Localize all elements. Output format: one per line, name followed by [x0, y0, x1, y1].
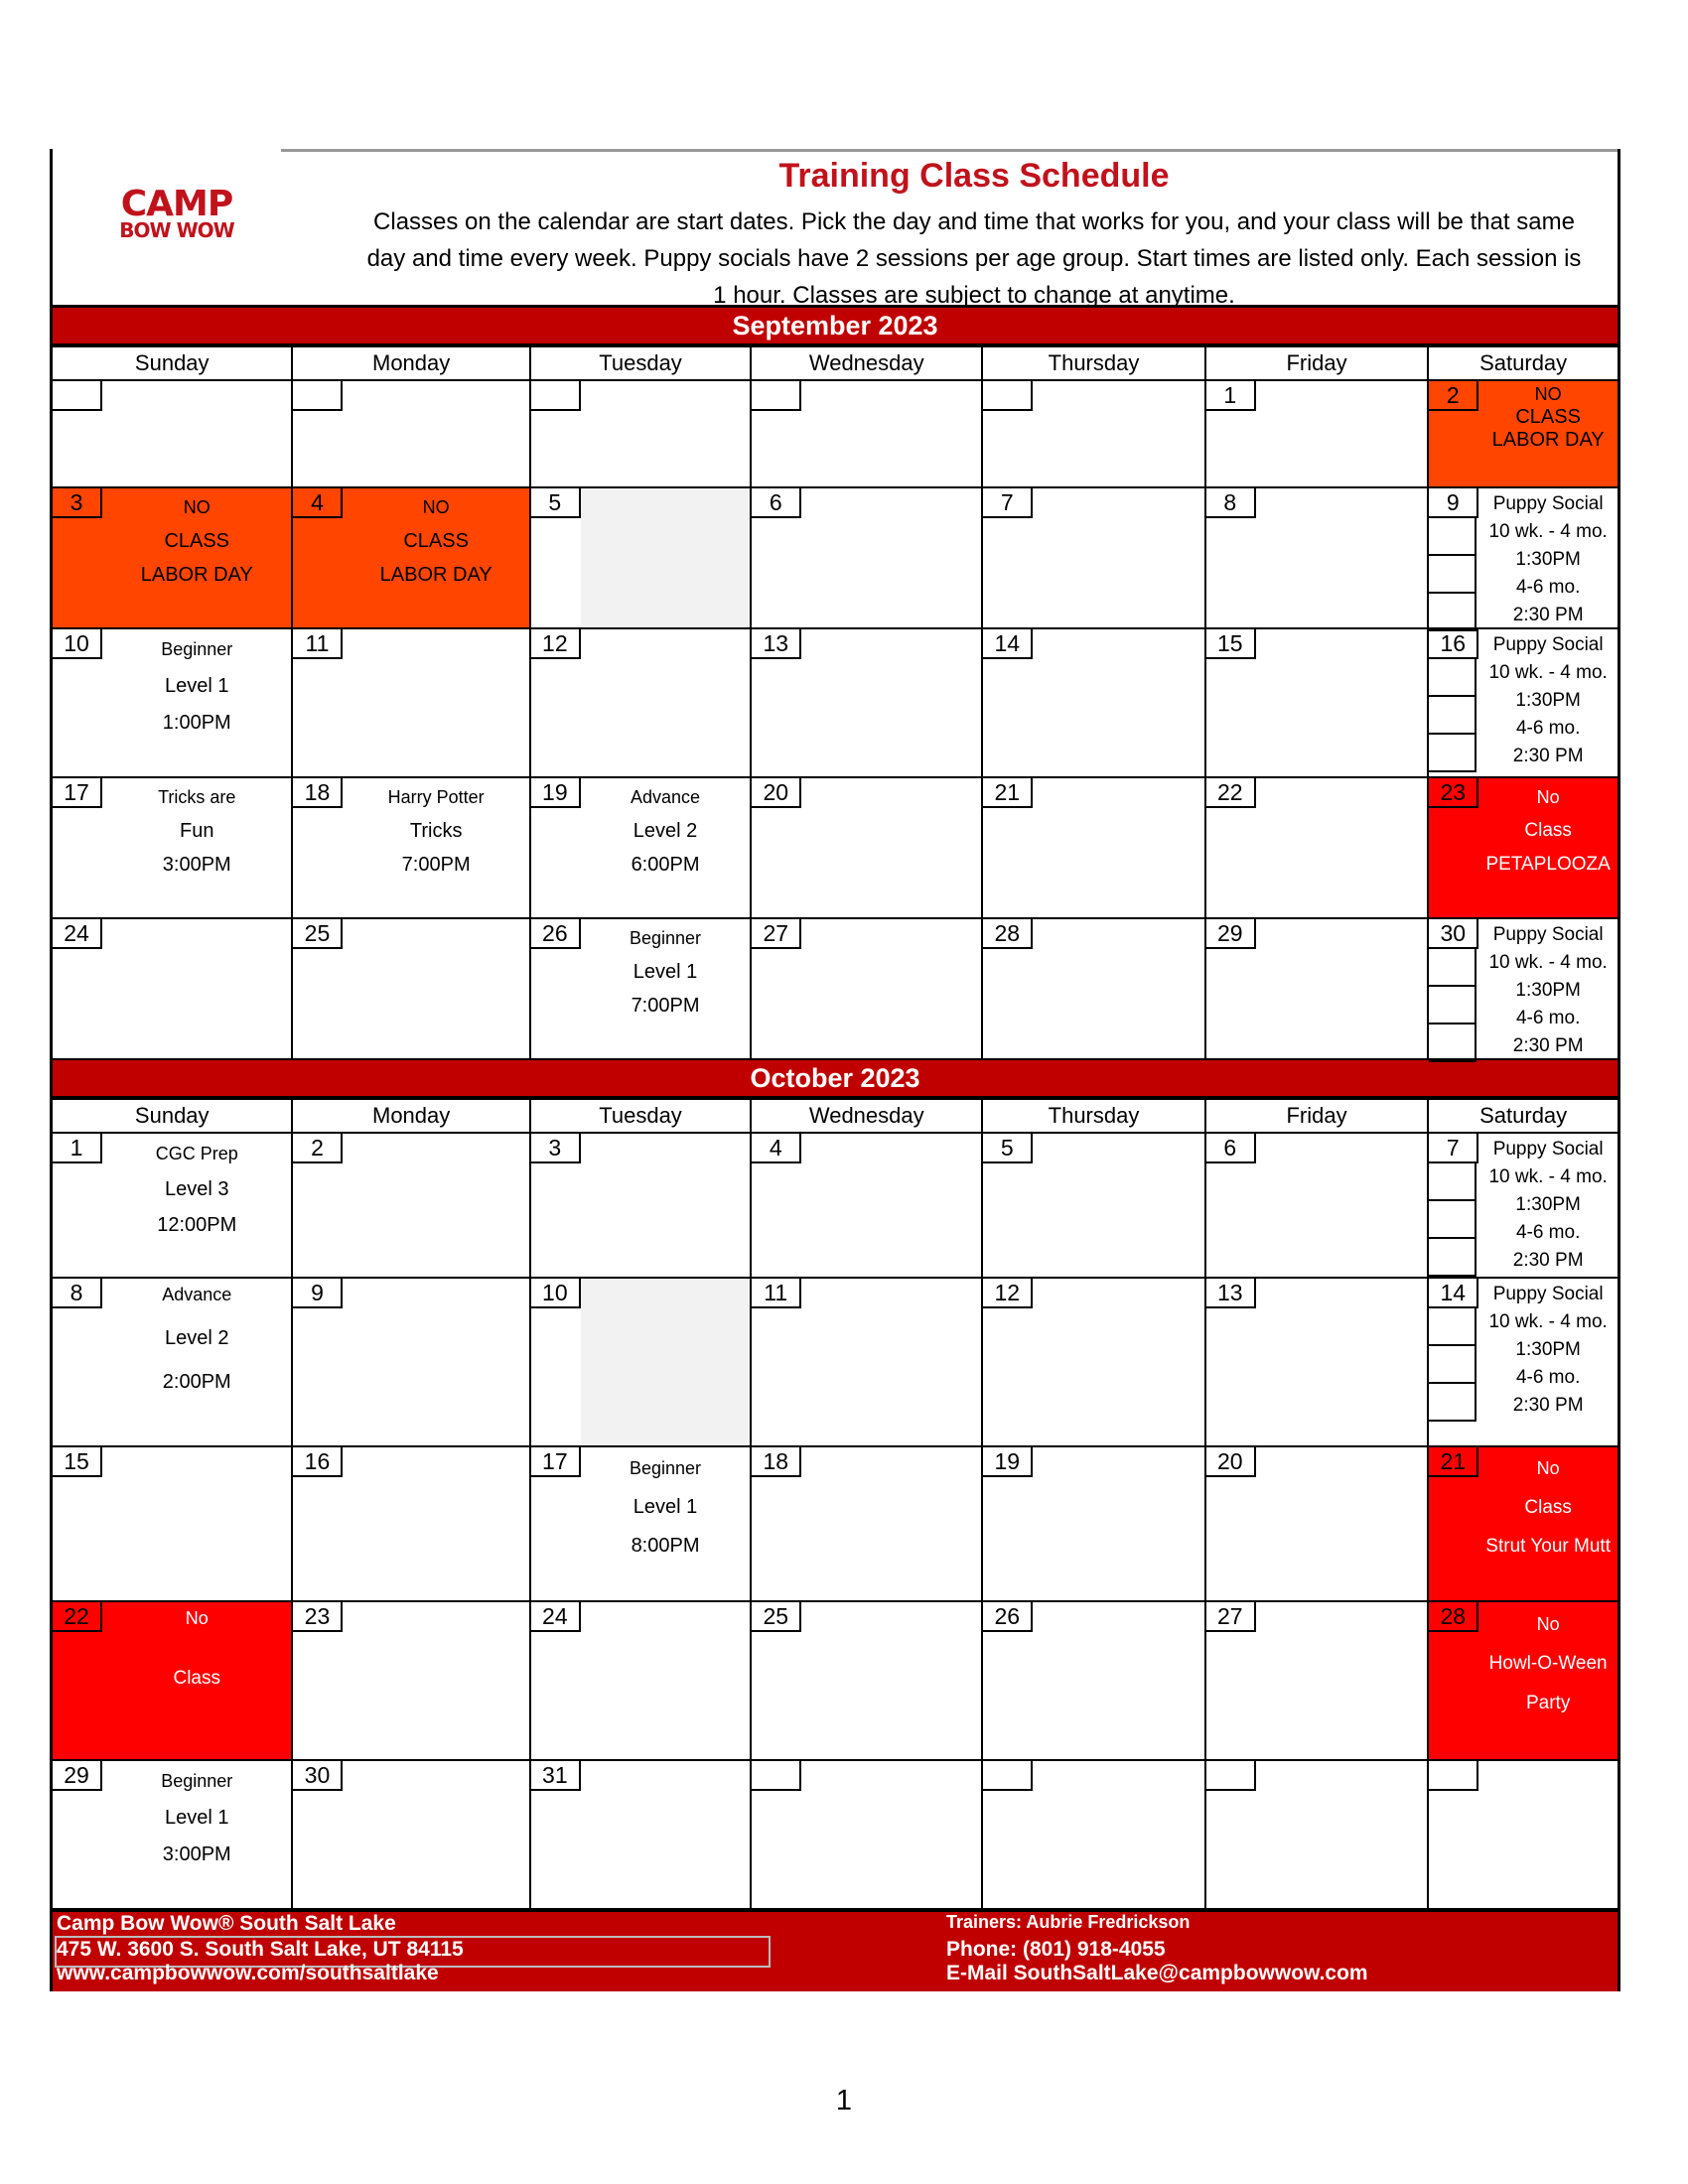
day-number: 17: [531, 1447, 581, 1477]
day-number: [53, 381, 102, 411]
calendar-day[interactable]: [751, 628, 982, 777]
day-number: [531, 381, 581, 411]
calendar-day[interactable]: [1205, 1446, 1429, 1601]
schedule-sheet: [50, 149, 1620, 1991]
day-number: 15: [1206, 629, 1256, 659]
day-number: 17: [53, 778, 102, 808]
day-number: 29: [1206, 919, 1256, 949]
day-number: 19: [983, 1447, 1033, 1477]
calendar-day[interactable]: [1205, 1601, 1429, 1760]
class-info-line: NO: [422, 497, 450, 517]
calendar-day[interactable]: [530, 380, 751, 487]
class-info-line: Beginner: [161, 1771, 233, 1791]
class-info-line: 1:30PM: [1515, 980, 1581, 1001]
day-number: 12: [531, 629, 581, 659]
calendar-day[interactable]: [1428, 1760, 1618, 1909]
day-number: 10: [531, 1279, 581, 1308]
calendar-day[interactable]: [292, 918, 529, 1059]
day-number: 11: [293, 629, 343, 659]
calendar-day[interactable]: [751, 777, 982, 918]
calendar-day[interactable]: [982, 1601, 1205, 1760]
website-link[interactable]: www.campbowwow.com/southsaltlake: [57, 1962, 439, 1984]
class-info-line: 2:30 PM: [1512, 1395, 1584, 1416]
class-info-line: 4-6 mo.: [1515, 1222, 1581, 1243]
class-info-line: LABOR DAY: [1491, 429, 1605, 451]
calendar-day[interactable]: [530, 1446, 751, 1601]
weekday-header: Sunday: [53, 1099, 292, 1133]
day-number: [752, 1761, 801, 1791]
class-info-line: 2:30 PM: [1512, 1035, 1584, 1056]
day-number: 1: [1206, 381, 1256, 411]
class-info: [581, 921, 750, 1023]
day-number: [983, 381, 1033, 411]
calendar-day[interactable]: [982, 918, 1205, 1059]
class-info-line: Advance: [162, 1285, 232, 1304]
class-info-line: NO: [1534, 384, 1562, 404]
class-info-line: No: [1536, 787, 1560, 807]
day-number: 26: [983, 1602, 1033, 1632]
weekday-header: Wednesday: [751, 346, 982, 380]
calendar-day[interactable]: [1428, 918, 1618, 1059]
calendar-day[interactable]: [751, 380, 982, 487]
day-number: 27: [752, 919, 801, 949]
class-info-line: 8:00PM: [631, 1535, 700, 1557]
calendar-day[interactable]: [982, 1133, 1205, 1278]
class-info-line: CLASS: [1515, 406, 1581, 428]
class-info: [1478, 780, 1618, 882]
calendar-day[interactable]: [1205, 777, 1429, 918]
calendar-day[interactable]: [751, 1760, 982, 1909]
calendar-day[interactable]: [1428, 1446, 1618, 1601]
class-info-line: Level 1: [633, 961, 698, 983]
calendar-day[interactable]: [292, 1760, 529, 1909]
calendar-day[interactable]: [53, 1601, 292, 1760]
day-number: 20: [1206, 1447, 1256, 1477]
calendar-day[interactable]: [292, 1133, 529, 1278]
day-number: [752, 381, 801, 411]
month-grid: [53, 345, 1618, 1060]
class-info-line: 7:00PM: [631, 995, 700, 1017]
weekday-header: Saturday: [1428, 346, 1618, 380]
day-number: 24: [53, 919, 102, 949]
calendar-day[interactable]: [1205, 918, 1429, 1059]
intro-text: Classes on the calendar are start dates. Pick the day and time that works for you, and your class will be that same day and time every week. Puppy socials have 2 sessions per age group. Start times are listed only. Each session is 1 hour. Classes are subject to change at anytime.: [366, 208, 1582, 309]
calendar-day[interactable]: [292, 777, 529, 918]
day-number: 31: [531, 1761, 581, 1791]
calendar-day[interactable]: [1428, 1133, 1618, 1278]
schedule-header: [53, 149, 1618, 308]
calendar-day[interactable]: [982, 777, 1205, 918]
weekday-header: Thursday: [982, 346, 1205, 380]
calendar-day[interactable]: [982, 628, 1205, 777]
class-info: [102, 631, 291, 742]
class-info-line: 1:30PM: [1515, 1339, 1581, 1360]
day-number: 16: [293, 1447, 343, 1477]
calendar-day[interactable]: [751, 1446, 982, 1601]
class-info-line: PETAPLOOZA: [1485, 854, 1611, 875]
class-info-line: 4-6 mo.: [1515, 577, 1581, 598]
day-number: 28: [1429, 1602, 1478, 1632]
class-info-line: Strut Your Mutt: [1485, 1536, 1611, 1557]
class-info: [1478, 383, 1618, 452]
class-info-line: Level 2: [164, 1327, 229, 1349]
class-info-line: CGC Prep: [155, 1144, 238, 1163]
business-name: Camp Bow Wow® South Salt Lake: [57, 1912, 396, 1935]
calendar-day[interactable]: [1205, 380, 1429, 487]
day-number: 7: [1429, 1134, 1478, 1163]
day-number: 9: [293, 1279, 343, 1308]
day-number: 6: [1206, 1134, 1256, 1163]
calendar-day[interactable]: [1428, 487, 1618, 628]
class-info: [343, 490, 528, 592]
day-number: 11: [752, 1279, 801, 1308]
calendar-day[interactable]: [1205, 1278, 1429, 1446]
calendar-day[interactable]: [1205, 628, 1429, 777]
calendar-day[interactable]: [530, 628, 751, 777]
calendar-day[interactable]: [982, 1278, 1205, 1446]
email-link[interactable]: E-Mail SouthSaltLake@campbowwow.com: [946, 1962, 1368, 1984]
day-number: 4: [752, 1134, 801, 1163]
calendar-day[interactable]: [292, 628, 529, 777]
day-number: 22: [1206, 778, 1256, 808]
calendar-day[interactable]: [53, 628, 292, 777]
calendar-day[interactable]: [751, 1278, 982, 1446]
weekday-header: Wednesday: [751, 1099, 982, 1133]
calendar-day[interactable]: [292, 380, 529, 487]
class-info-line: Puppy Social: [1492, 1139, 1604, 1160]
day-number: 7: [983, 488, 1033, 518]
day-number: 5: [531, 488, 581, 518]
day-number: 29: [53, 1761, 102, 1791]
day-number: 8: [1206, 488, 1256, 518]
calendar-day[interactable]: [982, 1760, 1205, 1909]
class-info-line: Tricks are: [158, 787, 236, 807]
class-info-line: 2:00PM: [162, 1371, 231, 1393]
calendar-day[interactable]: [292, 1601, 529, 1760]
class-info-line: 6:00PM: [631, 854, 700, 876]
day-number: 4: [293, 488, 343, 518]
camp-bow-wow-logo: CAMP BOW WOW: [119, 184, 234, 242]
calendar-day[interactable]: [1205, 487, 1429, 628]
calendar-day[interactable]: [530, 1601, 751, 1760]
day-number: 14: [1429, 1279, 1478, 1308]
day-number: 25: [752, 1602, 801, 1632]
day-number: 8: [53, 1279, 102, 1308]
calendar-day[interactable]: [53, 1760, 292, 1909]
class-info-line: Class: [1524, 820, 1572, 841]
day-number: 16: [1429, 629, 1478, 659]
day-number: 28: [983, 919, 1033, 949]
class-info-line: 3:00PM: [162, 1843, 231, 1865]
class-info: [581, 1449, 750, 1566]
calendar-day[interactable]: [530, 1278, 751, 1446]
calendar-day[interactable]: [1428, 1278, 1618, 1446]
class-info: [1478, 1604, 1618, 1723]
class-info-line: 7:00PM: [401, 854, 471, 876]
class-info-line: Level 1: [164, 675, 229, 697]
day-number: 12: [983, 1279, 1033, 1308]
class-info-line: 1:30PM: [1515, 1194, 1581, 1215]
calendar-day[interactable]: [530, 487, 751, 628]
calendar-day[interactable]: [292, 487, 529, 628]
class-info-line: 4-6 mo.: [1515, 1008, 1581, 1028]
page-number: 1: [835, 2085, 853, 2116]
calendar-day[interactable]: [751, 1601, 982, 1760]
class-info-line: Advance: [631, 787, 701, 807]
day-number: 25: [293, 919, 343, 949]
day-number: 13: [1206, 1279, 1256, 1308]
day-number: 1: [53, 1134, 102, 1163]
day-number: [1206, 1761, 1256, 1791]
day-number: 15: [53, 1447, 102, 1477]
calendar-day[interactable]: [1428, 777, 1618, 918]
weekday-header: Monday: [292, 1099, 529, 1133]
class-info-line: LABOR DAY: [379, 564, 492, 586]
class-info-line: 2:30 PM: [1512, 605, 1584, 625]
calendar-day[interactable]: [53, 1446, 292, 1601]
weekday-header: Friday: [1205, 346, 1429, 380]
puppy-social-info: [1478, 1136, 1618, 1275]
class-info-line: No: [1536, 1614, 1560, 1634]
class-info-line: Level 1: [633, 1496, 698, 1518]
puppy-social-info: [1478, 490, 1618, 629]
weekday-header: Friday: [1205, 1099, 1429, 1133]
class-info-line: Puppy Social: [1492, 493, 1604, 514]
class-info-line: 1:30PM: [1515, 690, 1581, 711]
class-info: [102, 1763, 291, 1873]
calendar-day[interactable]: [1428, 628, 1618, 777]
day-number: 19: [531, 778, 581, 808]
calendar-day[interactable]: [530, 1760, 751, 1909]
class-info-line: Harry Potter: [387, 787, 485, 807]
class-info-line: Class: [173, 1668, 220, 1689]
class-info-line: 10 wk. - 4 mo.: [1488, 952, 1608, 973]
class-info-line: Puppy Social: [1492, 634, 1604, 655]
day-number: 18: [293, 778, 343, 808]
class-info-line: 1:00PM: [162, 712, 231, 734]
day-number: 10: [53, 629, 102, 659]
puppy-social-info: [1478, 1281, 1618, 1420]
class-info-line: 10 wk. - 4 mo.: [1488, 1166, 1608, 1187]
class-info-line: Class: [1524, 1497, 1572, 1518]
class-info: [1478, 1449, 1618, 1566]
day-number: 21: [983, 778, 1033, 808]
class-info-line: 2:30 PM: [1512, 1250, 1584, 1271]
day-number: 23: [293, 1602, 343, 1632]
footer-contact: [53, 1910, 1618, 1991]
day-number: [983, 1761, 1033, 1791]
day-number: 26: [531, 919, 581, 949]
page-title: Training Class Schedule: [778, 157, 1170, 195]
calendar-months: [53, 308, 1618, 1910]
class-info-line: 4-6 mo.: [1515, 718, 1581, 739]
weekday-header: Saturday: [1428, 1099, 1618, 1133]
calendar-day[interactable]: [53, 380, 292, 487]
class-info: [343, 780, 528, 882]
calendar-day[interactable]: [292, 1446, 529, 1601]
class-info-line: 4-6 mo.: [1515, 1367, 1581, 1388]
calendar-day[interactable]: [530, 1133, 751, 1278]
calendar-day[interactable]: [292, 1278, 529, 1446]
calendar-day[interactable]: [1205, 1133, 1429, 1278]
weekday-header: Tuesday: [530, 346, 751, 380]
calendar-day[interactable]: [53, 487, 292, 628]
class-info: [581, 780, 750, 882]
class-info-line: Fun: [180, 820, 214, 842]
day-number: 20: [752, 778, 801, 808]
calendar-day[interactable]: [1428, 380, 1618, 487]
class-info-line: No: [1536, 1458, 1560, 1478]
class-info: [102, 780, 291, 882]
class-info: [102, 490, 291, 592]
puppy-social-info: [1478, 921, 1618, 1060]
class-info-line: Beginner: [630, 1458, 702, 1478]
calendar-day[interactable]: [53, 918, 292, 1059]
calendar-day[interactable]: [53, 1133, 292, 1278]
phone-text: Phone: (801) 918-4055: [946, 1938, 1166, 1961]
weekday-header: Thursday: [982, 1099, 1205, 1133]
class-info-line: Beginner: [161, 639, 233, 659]
class-info: [102, 1136, 291, 1243]
day-number: 14: [983, 629, 1033, 659]
calendar-day[interactable]: [1428, 1601, 1618, 1760]
day-number: 6: [752, 488, 801, 518]
weekday-header: Tuesday: [530, 1099, 751, 1133]
class-info-line: 3:00PM: [162, 854, 231, 876]
calendar-day[interactable]: [53, 1278, 292, 1446]
business-address: 475 W. 3600 S. South Salt Lake, UT 84115: [57, 1938, 464, 1961]
class-info: [102, 1604, 291, 1725]
day-number: 9: [1429, 488, 1478, 518]
day-number: 3: [53, 488, 102, 518]
day-number: [293, 381, 343, 411]
class-info-line: NO: [183, 497, 211, 517]
day-number: 2: [1429, 381, 1478, 411]
class-info-line: Howl-O-Ween: [1488, 1653, 1608, 1674]
calendar-day[interactable]: [982, 380, 1205, 487]
day-number: 3: [531, 1134, 581, 1163]
day-number: 27: [1206, 1602, 1256, 1632]
day-number: [1429, 1761, 1478, 1791]
class-info-line: 10 wk. - 4 mo.: [1488, 662, 1608, 683]
calendar-day[interactable]: [751, 487, 982, 628]
class-info-line: 1:30PM: [1515, 549, 1581, 570]
calendar-day[interactable]: [530, 918, 751, 1059]
class-info-line: 10 wk. - 4 mo.: [1488, 1311, 1608, 1332]
class-info-line: LABOR DAY: [140, 564, 253, 586]
day-number: 5: [983, 1134, 1033, 1163]
day-number: 18: [752, 1447, 801, 1477]
class-info-line: No: [185, 1608, 209, 1628]
class-info-line: 2:30 PM: [1512, 746, 1584, 766]
day-number: 23: [1429, 778, 1478, 808]
day-number: 24: [531, 1602, 581, 1632]
class-info-line: Puppy Social: [1492, 1284, 1604, 1304]
day-number: 30: [1429, 919, 1478, 949]
class-info-line: CLASS: [164, 530, 230, 552]
day-number: 13: [752, 629, 801, 659]
month-title: September 2023: [53, 308, 1618, 345]
class-info-line: 10 wk. - 4 mo.: [1488, 521, 1608, 542]
weekday-header: Sunday: [53, 346, 292, 380]
calendar-day[interactable]: [751, 1133, 982, 1278]
class-info-line: 12:00PM: [157, 1214, 237, 1236]
calendar-day[interactable]: [53, 777, 292, 918]
class-info-line: Level 2: [633, 820, 698, 842]
trainers-text: Trainers: Aubrie Fredrickson: [946, 1912, 1191, 1932]
calendar-day[interactable]: [982, 1446, 1205, 1601]
day-number: 22: [53, 1602, 102, 1632]
calendar-day[interactable]: [751, 918, 982, 1059]
class-info-line: Puppy Social: [1492, 924, 1604, 945]
class-info-line: Tricks: [409, 820, 463, 842]
class-info-line: Beginner: [630, 928, 702, 948]
month-title: October 2023: [53, 1060, 1618, 1098]
class-info: [102, 1281, 291, 1412]
day-number: 21: [1429, 1447, 1478, 1477]
month-grid: [53, 1098, 1618, 1910]
class-info-line: Party: [1525, 1693, 1571, 1713]
class-info-line: CLASS: [403, 530, 469, 552]
calendar-day[interactable]: [1205, 1760, 1429, 1909]
day-number: 30: [293, 1761, 343, 1791]
class-info-line: Level 3: [164, 1178, 229, 1200]
calendar-day[interactable]: [530, 777, 751, 918]
day-number: 2: [293, 1134, 343, 1163]
calendar-day[interactable]: [982, 487, 1205, 628]
weekday-header: Monday: [292, 346, 529, 380]
class-info-line: Level 1: [164, 1807, 229, 1829]
puppy-social-info: [1478, 631, 1618, 770]
